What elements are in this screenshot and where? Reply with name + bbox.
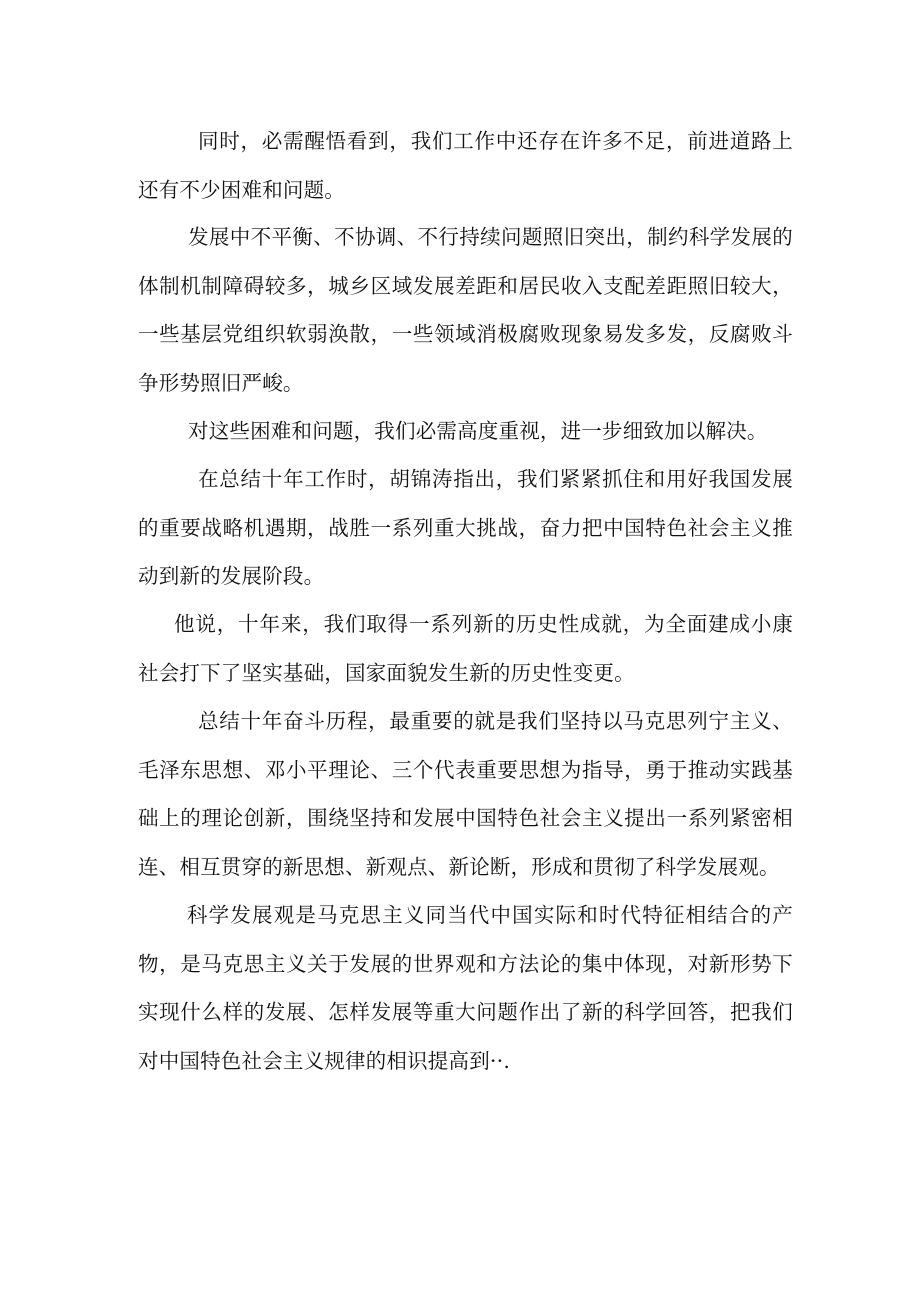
paragraph-1: 同时，必需醒悟看到，我们工作中还存在许多不足，前进道路上还有不少困难和问题。 [138,129,793,202]
paragraph-3: 对这些困难和问题，我们必需高度重视，进一步细致加以解决。 [188,419,768,443]
paragraph-2: 发展中不平衡、不协调、不行持续问题照旧突出，制约科学发展的体制机制障碍较多，城乡区域发展差距和居民收入支配差距照旧较大，一些基层党组织软弱涣散，一些领域消极腐败现象易发多发，反腐败斗争形势照旧严峻。 [138,225,793,395]
paragraph-6: 总结十年奋斗历程，最重要的就是我们坚持以马克思列宁主义、毛泽东思想、邓小平理论、三个代表重要思想为指导，勇于推动实践基础上的理论创新，围绕坚持和发展中国特色社会主义提出一系列紧密相连、相互贯穿的新思想、新观点、新论断，形成和贯彻了科学发展观。 [138,709,793,879]
paragraph-4: 在总结十年工作时，胡锦涛指出，我们紧紧抓住和用好我国发展的重要战略机遇期，战胜一系列重大挑战，奋力把中国特色社会主义推动到新的发展阶段。 [138,467,793,588]
paragraph-5: 他说，十年来，我们取得一系列新的历史性成就，为全面建成小康社会打下了坚实基础，国家面貌发生新的历史性变更。 [138,612,793,685]
paragraph-7: 科学发展观是马克思主义同当代中国实际和时代特征相结合的产物，是马克思主义关于发展的世界观和方法论的集中体现，对新形势下实现什么样的发展、怎样发展等重大问题作出了新的科学回答，把我们对中国特色社会主义规律的相识提高到··. [138,903,793,1073]
